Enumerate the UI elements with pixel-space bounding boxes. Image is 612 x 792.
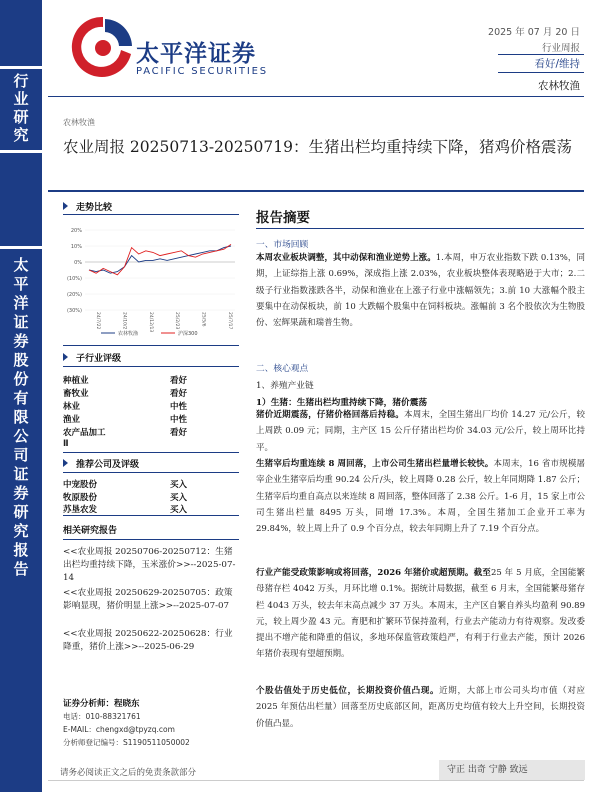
company-row xyxy=(63,503,187,515)
analyst-phone: 电话：010-88321761 xyxy=(63,712,141,721)
trend-heading: 走势比较 xyxy=(63,200,112,213)
related-report-item[interactable]: <<农业周报 20250622-20250628：行业降重，猪价上涨>>--2025-06-29 xyxy=(63,629,233,652)
report-date: 2025 年 07 月 20 日 xyxy=(488,27,580,38)
company-name: 牧原股份 xyxy=(63,492,98,503)
logo-text-en: PACIFIC SECURITIES xyxy=(136,66,268,77)
subsection-hog: 1）生猪：生猪出栏均重持续下降，猪价震荡 xyxy=(256,398,428,408)
trend-chart xyxy=(63,222,239,340)
section-rule xyxy=(63,345,239,346)
analyst-email[interactable]: E-MAIL：chengxd@tpyzq.com xyxy=(63,725,175,734)
series-line-sector xyxy=(89,246,231,273)
sidebar-label-company: 太 平 洋 证 券 股 份 有 限 公 司 证 券 研 究 报 告 xyxy=(13,256,29,578)
report-type: 行业周报 xyxy=(541,43,580,54)
section-rule xyxy=(63,515,239,516)
sidebar-divider xyxy=(0,246,42,249)
sub-rating-continuation: Ⅱ xyxy=(63,439,69,449)
sub-rating-row xyxy=(63,400,187,412)
footer-motto: 守正 出奇 宁静 致远 xyxy=(439,760,585,780)
x-tick-label: 25/7/17 xyxy=(227,312,232,330)
header-rule xyxy=(498,72,584,73)
section-core-view: 二、核心观点 xyxy=(256,364,309,374)
y-tick-label: (10%) xyxy=(66,276,82,282)
sub-rating-name: 畜牧业 xyxy=(63,389,89,399)
sub-rating-row xyxy=(63,387,187,399)
sub-rating-name: 种植业 xyxy=(63,376,89,386)
footer-rule xyxy=(48,780,584,781)
arrow-icon xyxy=(63,202,68,210)
arrow-icon xyxy=(63,459,68,467)
sub-rating-value: 看好 xyxy=(169,389,187,399)
subsection-breeding: 1、养殖产业链 xyxy=(256,381,314,391)
analyst-license: 分析师登记编号：S1190511050002 xyxy=(63,738,190,747)
section-rule xyxy=(63,539,239,540)
section-rule xyxy=(63,452,239,453)
company-name: 苏垦农发 xyxy=(63,505,98,515)
footer-disclaimer: 请务必阅读正文之后的免责条款部分 xyxy=(60,768,197,778)
sub-rating-heading: 子行业评级 xyxy=(63,351,121,364)
logo-text-cn: 太平洋证券 xyxy=(136,41,256,67)
x-tick-label: 25/5/6 xyxy=(200,312,206,327)
sub-rating-value: 看好 xyxy=(169,428,187,438)
company-value: 买入 xyxy=(169,505,187,515)
related-report-item[interactable]: <<农业周报 20250629-20250705：政策影响显现，猪价明显上涨>>--2025-07-07 xyxy=(63,588,233,611)
title-rule xyxy=(48,190,584,192)
sub-rating-row xyxy=(63,374,187,386)
section-rule xyxy=(63,472,239,473)
left-sidebar xyxy=(0,0,42,792)
sidebar-divider xyxy=(0,150,42,153)
header-rule xyxy=(498,54,584,55)
y-tick-label: 20% xyxy=(70,228,82,234)
x-tick-label: 24/10/2 xyxy=(121,312,127,330)
companies-heading: 推荐公司及评级 xyxy=(63,457,139,470)
x-tick-label: 25/2/23 xyxy=(174,312,180,330)
paragraph-hog-weight: 生猪宰后均重连续 8 周回落，上市公司生猪出栏量增长较快。本周末，16 省市规模屠宰企业生猪宰后均重 90.24 公斤/头，较上周降 0.28 公斤，较上年同期降 1.87 公斤；生猪宰后均重自高点以来连续 8 周回落，整体回落了 2.38 公斤。1-6 月，15 家上市公司生猪出栏量 8495 万头，同增 17.3%。本周，全国生猪加工企业开工率为 29.84%，较上周上升了 0.9 个百分点，较去年同期上升了 7.19 个百分点。 xyxy=(256,459,585,535)
sector-name: 农林牧渔 xyxy=(538,80,580,92)
paragraph-capacity: 行业产能受政策影响或将回落，2026 年猪价或超预期。截至25 年 5 月底，全国能繁母猪存栏 4042 万头，月环比增 0.1%。据统计局数据，截至 6 月末，全国能繁母猪存栏 4043 万头，较去年末高点减少 37 万头。本周末，主产区自繁自养头均盈利 90.89 元，较上周少盈 43 元。育肥和扩繁环节保持盈利，行业去产能动力有待观察。发改委提出不增产能和降重的倡议，多地环保监管政策趋严，有利于行业去产能，预计 2026 年猪价表现有望超预期。 xyxy=(256,568,585,660)
company-row xyxy=(63,478,187,490)
series-line-index xyxy=(89,244,231,274)
breadcrumb: 农林牧渔 xyxy=(63,118,95,127)
company-row xyxy=(63,491,187,503)
arrow-icon xyxy=(63,353,68,361)
sub-rating-row xyxy=(63,426,187,438)
related-report-item[interactable]: <<农业周报 20250706-20250712：生猪出栏均重持续下降，玉米涨价>>--2025-07-14 xyxy=(63,547,236,583)
y-tick-label: 10% xyxy=(70,244,82,250)
legend-label: 农林牧渔 xyxy=(118,331,139,337)
sub-rating-value: 中性 xyxy=(169,402,187,412)
summary-title: 报告摘要 xyxy=(256,210,310,226)
section-market-review: 一、市场回顾 xyxy=(256,240,309,250)
sub-rating-name: 林业 xyxy=(63,402,81,412)
sidebar-divider xyxy=(0,66,42,69)
paragraph-hog-price: 猪价近期震荡，仔猪价格回落后持稳。本周末，全国生猪出厂均价 14.27 元/公斤，较上周跌 0.09 元；同期，主产区 15 公斤仔猪出栏均价 34.03 元/公斤，较上周环比持平。 xyxy=(256,410,585,453)
sub-rating-row xyxy=(63,413,187,425)
y-tick-label: (20%) xyxy=(66,292,82,298)
company-value: 买入 xyxy=(169,480,187,490)
pacific-securities-logo-icon xyxy=(71,14,135,80)
x-tick-label: 24/12/13 xyxy=(147,312,153,333)
section-rule xyxy=(63,366,239,367)
header-bottom-rule xyxy=(48,96,584,97)
y-tick-label: (30%) xyxy=(66,308,82,314)
analyst-name: 证券分析师：程晓东 xyxy=(63,699,140,709)
summary-rule xyxy=(256,228,584,229)
company-name: 中宠股份 xyxy=(63,480,98,490)
y-tick-label: 0% xyxy=(74,260,82,266)
sub-rating-name: 农产品加工 xyxy=(63,428,106,438)
sub-rating-name: 渔业 xyxy=(63,415,81,425)
sub-rating-value: 中性 xyxy=(169,415,187,425)
page-title: 农业周报 20250713-20250719：生猪出栏均重持续下降，猪鸡价格震荡 xyxy=(63,138,572,156)
x-tick-label: 24/7/22 xyxy=(95,312,100,330)
company-value: 买入 xyxy=(169,492,187,503)
legend-label: 沪深300 xyxy=(178,331,198,337)
paragraph-market: 本周农业板块调整，其中动保和渔业逆势上涨。1.本周，申万农业指数下跌 0.13%，同期，上证综指上涨 0.69%，深成指上涨 2.03%，农业板块整体表现略逊于大市；2.二级子行业指数涨跌各半，动保和渔业在上涨子行业中涨幅领先；3.前 10 大涨幅个股主要集中在动保板块，前 10 大跌幅个股集中在饲料板块。涨幅前 3 名个股依次为生物股份、宏辉果蔬和瑞普生物。 xyxy=(256,253,585,329)
related-heading: 相关研究报告 xyxy=(63,526,118,536)
paragraph-valuation: 个股估值处于历史低位，长期投资价值凸现。近期，大部上市公司头均市值（对应 2025 年预估出栏量）回落至历史底部区间，距离历史均值有较大上升空间，长期投资价值凸显。 xyxy=(256,686,585,729)
industry-rating: 看好/维持 xyxy=(534,58,580,70)
sidebar-label-industry-research: 行 业 研 究 xyxy=(13,72,29,144)
sub-rating-value: 看好 xyxy=(169,376,187,386)
section-rule xyxy=(63,214,239,215)
